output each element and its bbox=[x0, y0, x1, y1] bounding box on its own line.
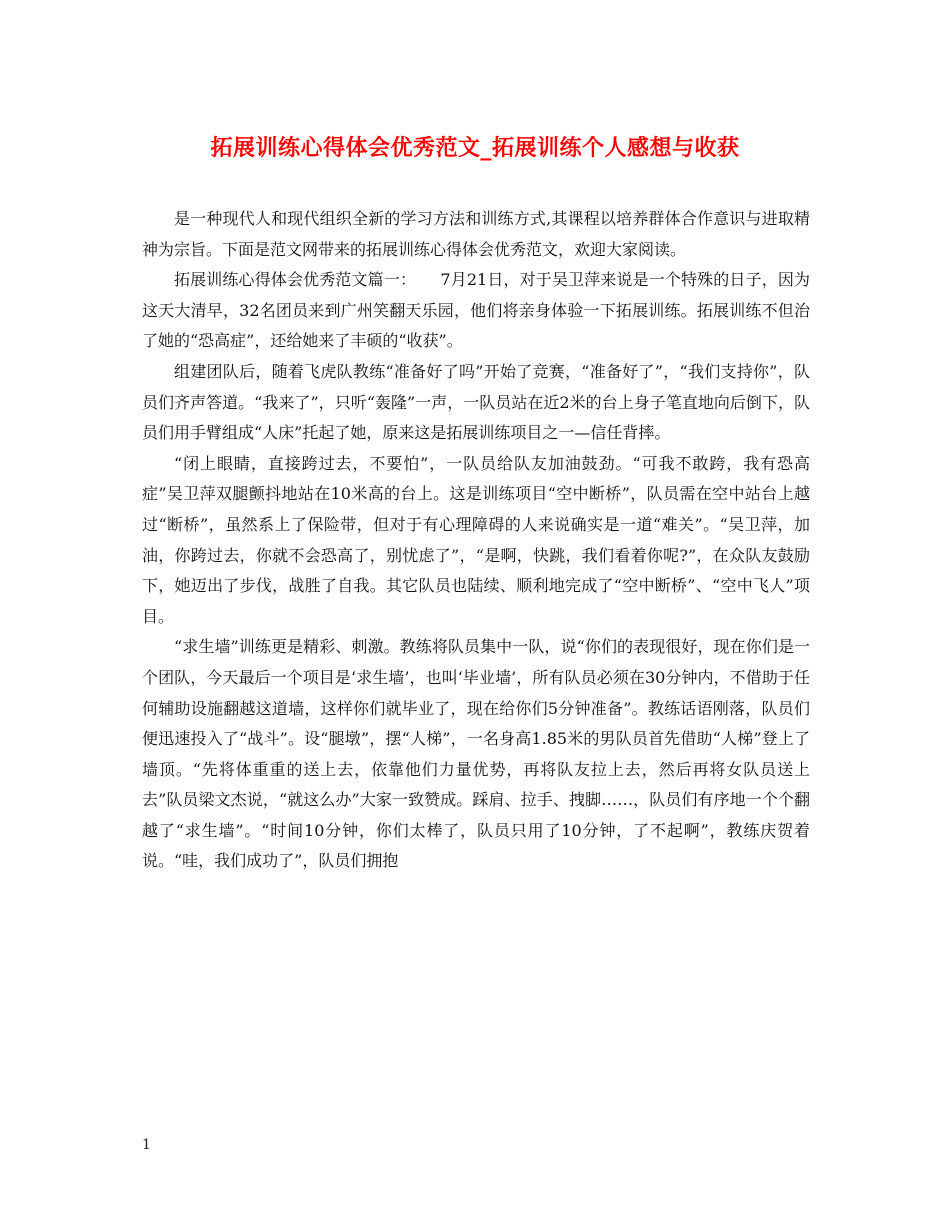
paragraph-air-bridge: “闭上眼睛，直接跨过去，不要怕”，一队员给队友加油鼓劲。“可我不敢跨，我有恐高症”吴卫萍双腿颤抖地站在10米高的台上。这是训练项目“空中断桥”，队员需在空中站台上越过“断桥”，虽然系上了保险带，但对于有心理障碍的人来说确实是一道“难关”。“吴卫萍，加油，你跨过去，你就不会恐高了，别忧虑了”，“是啊，快跳，我们看着你呢?”，在众队友鼓励下，她迈出了步伐，战胜了自我。其它队员也陆续、顺利地完成了“空中断桥”、“空中飞人”项目。 bbox=[142, 453, 810, 626]
document-title: 拓展训练心得体会优秀范文_拓展训练个人感想与收获 bbox=[210, 135, 740, 161]
paragraph-intro: 是一种现代人和现代组织全新的学习方法和训练方式,其课程以培养群体合作意识与进取精神为宗旨。下面是范文网带来的拓展训练心得体会优秀范文，欢迎大家阅读。 bbox=[142, 209, 810, 259]
paragraph-essay-one-opening: 拓展训练心得体会优秀范文篇一： 7月21日，对于吴卫萍来说是一个特殊的日子，因为这天大清早，32名团员来到广州笑翻天乐园，他们将亲身体验一下拓展训练。拓展训练不但治了她的“恐高症”，还给她来了丰硕的“收获”。 bbox=[142, 270, 810, 351]
paragraph-trust-fall: 组建团队后，随着飞虎队教练“准备好了吗”开始了竞赛，“准备好了”，“我们支持你”，队员们齐声答道。“我来了”，只听“轰隆”一声，一队员站在近2米的台上身子笔直地向后倒下，队员们用手臂组成“人床”托起了她，原来这是拓展训练项目之一—信任背摔。 bbox=[142, 361, 810, 443]
paragraph-survival-wall: “求生墙”训练更是精彩、刺激。教练将队员集中一队，说“你们的表现很好，现在你们是一个团队，今天最后一个项目是‘求生墙’，也叫‘毕业墙’，所有队员必须在30分钟内，不借助于任何辅助设施翻越这道墙，这样你们就毕业了，现在给你们5分钟准备”。教练话语刚落，队员们便迅速投入了“战斗”。设“腿墩”，摆“人梯”，一名身高1.85米的男队员首先借助“人梯”登上了墙顶。“先将体重重的送上去，依靠他们力量优势，再将队友拉上去，然后再将女队员送上去”队员梁文杰说，“就这么办”大家一致赞成。踩肩、拉手、拽脚……，队员们有序地一个个翻越了“求生墙”。“时间10分钟，你们太棒了，队员只用了10分钟，了不起啊”，教练庆贺着说。“哇，我们成功了”，队员们拥抱 bbox=[142, 637, 810, 871]
document-body bbox=[142, 204, 810, 877]
page-number: 1 bbox=[142, 1137, 151, 1153]
